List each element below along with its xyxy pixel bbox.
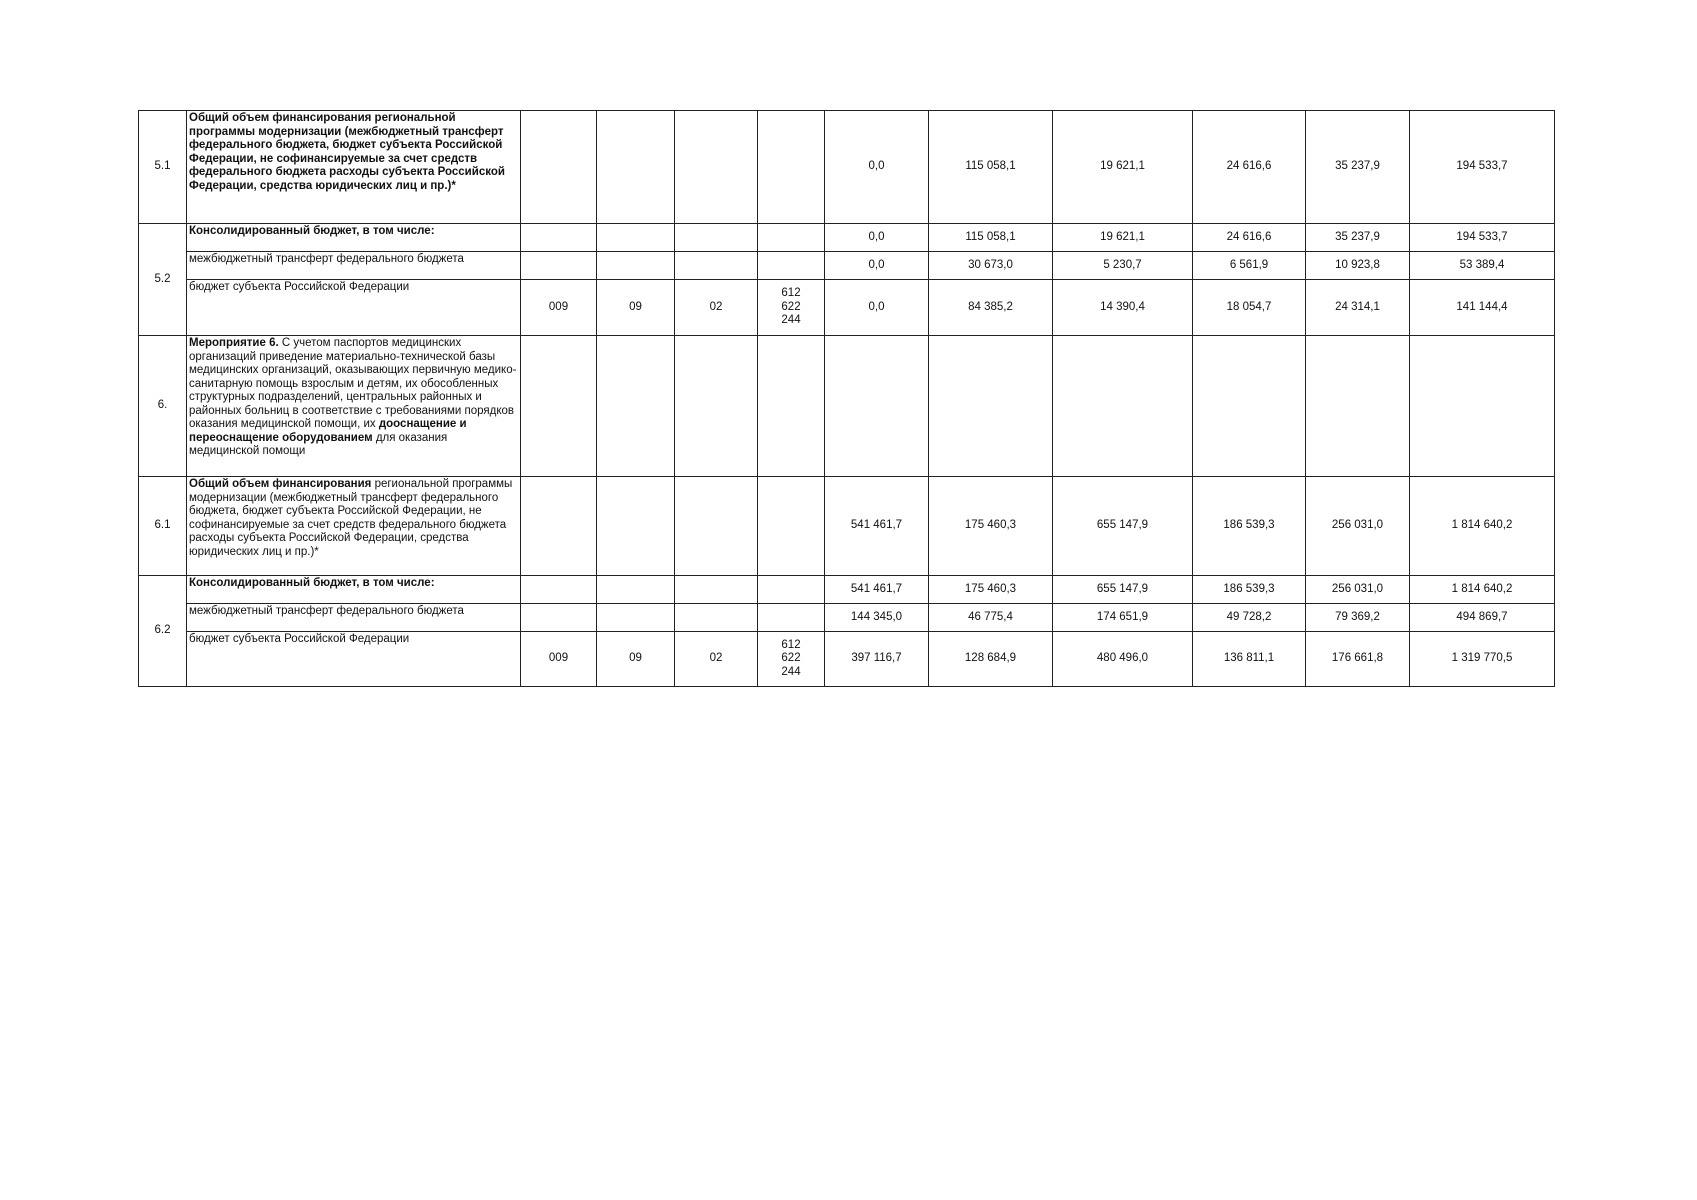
value-cell: 174 651,9: [1053, 604, 1193, 632]
value-cell: 24 314,1: [1306, 280, 1410, 336]
value-cell: 136 811,1: [1193, 632, 1306, 687]
code-cell: [597, 111, 675, 224]
value-cell: 541 461,7: [825, 576, 929, 604]
measure-text: С учетом паспортов медицинских организаций приведение материально-технической базы медицинских организаций, оказывающих первичную медико-санитарную помощь взрослым и детям, их обособленных структурных подразделений, центральных районных и районных больниц в соответствие с требованиями порядков оказания медицинской помощи, их: [189, 337, 517, 430]
code-cell: [758, 336, 825, 477]
value-cell: 176 661,8: [1306, 632, 1410, 687]
value-cell: [825, 336, 929, 477]
code-cell: [521, 576, 597, 604]
value-cell: 79 369,2: [1306, 604, 1410, 632]
row-description: Консолидированный бюджет, в том числе:: [187, 224, 521, 252]
code-cell: [675, 224, 758, 252]
value-cell: [929, 336, 1053, 477]
table-row: [139, 252, 1555, 280]
code-cell: [758, 477, 825, 576]
code-cell: [758, 111, 825, 224]
value-cell: 35 237,9: [1306, 111, 1410, 224]
table-row: [139, 604, 1555, 632]
value-cell: 175 460,3: [929, 477, 1053, 576]
row-description: [187, 336, 521, 477]
code-cell: [597, 576, 675, 604]
value-cell: 6 561,9: [1193, 252, 1306, 280]
value-cell: 19 621,1: [1053, 111, 1193, 224]
code-cell: [597, 604, 675, 632]
code-cell: [675, 252, 758, 280]
value-cell: 494 869,7: [1410, 604, 1555, 632]
table-row: [139, 336, 1555, 477]
value-cell: 194 533,7: [1410, 224, 1555, 252]
code-cell: [597, 224, 675, 252]
code-cell: [758, 576, 825, 604]
value-cell: 0,0: [825, 111, 929, 224]
code-cell: [758, 224, 825, 252]
row-number: 6.: [139, 336, 187, 477]
measure-text-end: для оказания медицинской помощи: [189, 431, 448, 457]
code-cell: [521, 477, 597, 576]
code-cell: 02: [675, 280, 758, 336]
value-cell: 46 775,4: [929, 604, 1053, 632]
value-cell: 14 390,4: [1053, 280, 1193, 336]
value-cell: 24 616,6: [1193, 224, 1306, 252]
value-cell: 186 539,3: [1193, 576, 1306, 604]
code-cell: 02: [675, 632, 758, 687]
description-bold: Общий объем финансирования: [189, 478, 372, 490]
code-cell: 009: [521, 632, 597, 687]
value-cell: 128 684,9: [929, 632, 1053, 687]
value-cell: 1 814 640,2: [1410, 477, 1555, 576]
value-cell: 655 147,9: [1053, 477, 1193, 576]
value-cell: 53 389,4: [1410, 252, 1555, 280]
code-cell: 612 622 244: [758, 632, 825, 687]
code-cell: 09: [597, 280, 675, 336]
value-cell: [1053, 336, 1193, 477]
value-cell: 1 319 770,5: [1410, 632, 1555, 687]
table-row: [139, 477, 1555, 576]
value-cell: 24 616,6: [1193, 111, 1306, 224]
code-cell: [758, 604, 825, 632]
value-cell: 0,0: [825, 252, 929, 280]
code-cell: [521, 224, 597, 252]
code-cell: [597, 477, 675, 576]
value-cell: 0,0: [825, 224, 929, 252]
code-cell: 009: [521, 280, 597, 336]
value-cell: 541 461,7: [825, 477, 929, 576]
row-description: бюджет субъекта Российской Федерации: [187, 632, 521, 687]
table-row: [139, 280, 1555, 336]
value-cell: 655 147,9: [1053, 576, 1193, 604]
value-cell: 19 621,1: [1053, 224, 1193, 252]
value-cell: 49 728,2: [1193, 604, 1306, 632]
row-description: межбюджетный трансферт федерального бюджета: [187, 604, 521, 632]
code-cell: [675, 111, 758, 224]
value-cell: 84 385,2: [929, 280, 1053, 336]
measure-emphasis: дооснащение и переоснащение оборудованием: [189, 418, 467, 444]
code-cell: [597, 252, 675, 280]
value-cell: 256 031,0: [1306, 576, 1410, 604]
table-row: [139, 576, 1555, 604]
value-cell: 397 116,7: [825, 632, 929, 687]
value-cell: 480 496,0: [1053, 632, 1193, 687]
value-cell: 175 460,3: [929, 576, 1053, 604]
code-cell: [675, 477, 758, 576]
value-cell: 0,0: [825, 280, 929, 336]
row-number: 5.2: [139, 224, 187, 336]
code-cell: [758, 252, 825, 280]
row-number: 6.1: [139, 477, 187, 576]
code-cell: [521, 336, 597, 477]
code-cell: [597, 336, 675, 477]
description-text: региональной программы модернизации (межбюджетный трансферт федерального бюджета, бюджет субъекта Российской Федерации, не софинансируемые за счет средств федерального бюджета расходы субъекта Российской Федерации, средства юридических лиц и пр.)*: [189, 478, 513, 558]
row-description: Консолидированный бюджет, в том числе:: [187, 576, 521, 604]
table-row: [139, 224, 1555, 252]
row-description: межбюджетный трансферт федерального бюджета: [187, 252, 521, 280]
value-cell: 115 058,1: [929, 224, 1053, 252]
row-number: 6.2: [139, 576, 187, 687]
table-row: [139, 111, 1555, 224]
measure-title: Мероприятие 6.: [189, 337, 279, 349]
value-cell: 10 923,8: [1306, 252, 1410, 280]
row-description: бюджет субъекта Российской Федерации: [187, 280, 521, 336]
value-cell: [1193, 336, 1306, 477]
value-cell: 5 230,7: [1053, 252, 1193, 280]
value-cell: [1410, 336, 1555, 477]
value-cell: 194 533,7: [1410, 111, 1555, 224]
code-cell: [521, 111, 597, 224]
code-cell: [675, 336, 758, 477]
row-number: 5.1: [139, 111, 187, 224]
value-cell: 35 237,9: [1306, 224, 1410, 252]
value-cell: 30 673,0: [929, 252, 1053, 280]
value-cell: 115 058,1: [929, 111, 1053, 224]
row-description: Общий объем финансирования региональной программы модернизации (межбюджетный трансферт федерального бюджета, бюджет субъекта Российской Федерации, не софинансируемые за счет средств федерального бюджета расходы субъекта Российской Федерации, средства юридических лиц и пр.)*: [187, 111, 521, 224]
value-cell: 144 345,0: [825, 604, 929, 632]
code-cell: [521, 252, 597, 280]
code-cell: 612 622 244: [758, 280, 825, 336]
value-cell: 18 054,7: [1193, 280, 1306, 336]
value-cell: [1306, 336, 1410, 477]
value-cell: 256 031,0: [1306, 477, 1410, 576]
financing-table: [138, 110, 1555, 687]
code-cell: [675, 604, 758, 632]
row-description: [187, 477, 521, 576]
value-cell: 186 539,3: [1193, 477, 1306, 576]
code-cell: [521, 604, 597, 632]
value-cell: 1 814 640,2: [1410, 576, 1555, 604]
code-cell: 09: [597, 632, 675, 687]
value-cell: 141 144,4: [1410, 280, 1555, 336]
code-cell: [675, 576, 758, 604]
table-row: [139, 632, 1555, 687]
